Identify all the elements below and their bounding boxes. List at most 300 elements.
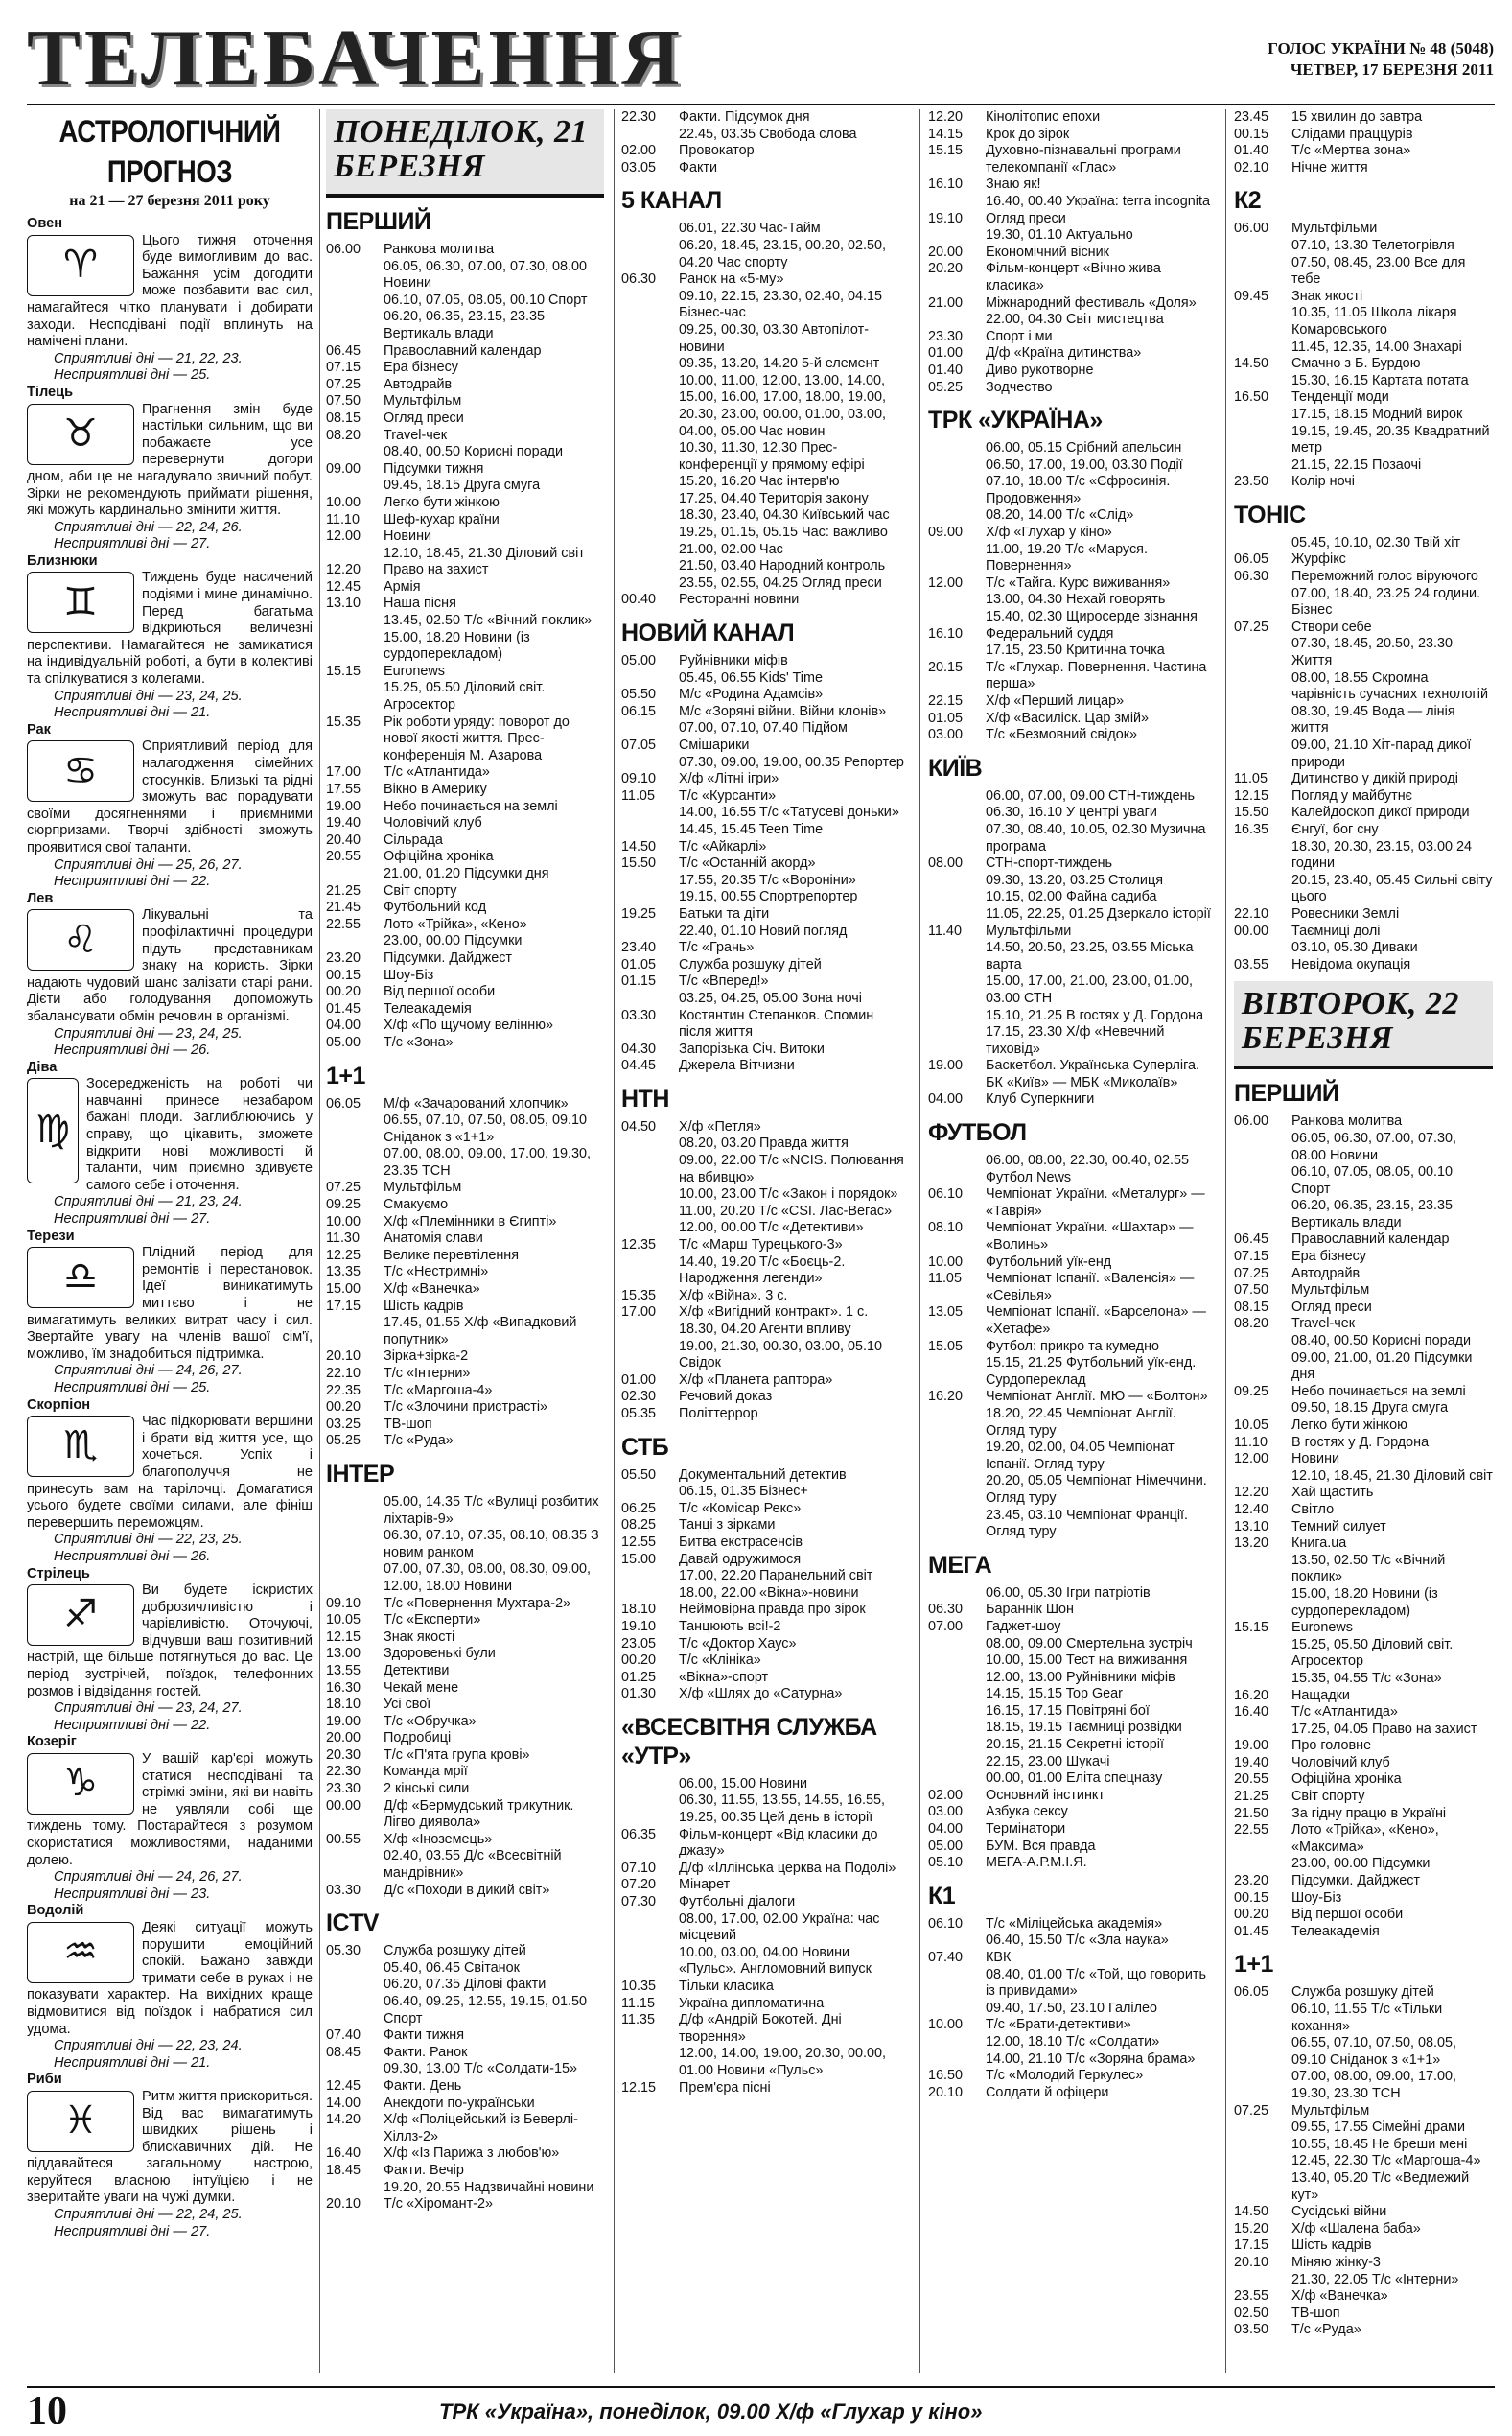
program-title: Калейдоскоп дикої природи (1291, 805, 1470, 821)
program-time: 07.10 (621, 1860, 657, 1876)
program-time: 22.35 (326, 1382, 361, 1398)
program-row (1234, 1586, 1493, 1620)
program-row (621, 2046, 909, 2079)
program-title: 17.25, 04.05 Право на захист (1291, 1721, 1477, 1737)
program-title: Х/ф «Ванечка» (384, 1281, 480, 1298)
program-time: 05.50 (621, 687, 657, 703)
program-time: 15.05 (928, 1338, 964, 1354)
program-time: 01.45 (326, 1000, 361, 1017)
program-time (1234, 1350, 1291, 1384)
program-title: 10.30, 11.30, 12.30 Прес-конференції у прямому ефірі (679, 440, 865, 473)
program-title: 12.00, 18.10 Т/с «Солдати» (986, 2033, 1160, 2050)
program-row (928, 1024, 1216, 1058)
program-title: Т/с «Безмовний свідок» (986, 727, 1138, 743)
program-row (928, 1916, 1216, 1933)
program-row (928, 1508, 1216, 1541)
sign-text: Сприятливий період для налагодження сімейних стосунків. Близькі та рідні зможуть вас порадувати своїми досягненнями і приємними сюрпризами. Творчі здібності зможуть проявитися свої таланти. (27, 738, 313, 855)
program-time (928, 889, 986, 906)
program-row (326, 1764, 604, 1781)
program-row (326, 1943, 604, 1960)
program-row (326, 2163, 604, 2180)
program-row (326, 495, 604, 512)
program-row (1234, 1485, 1493, 1502)
program-time (326, 1977, 384, 1994)
program-row (621, 575, 909, 593)
program-time (326, 1994, 384, 2027)
program-title: 09.00, 21.10 Хіт-парад дикої природи (1291, 738, 1472, 770)
program-time (1234, 373, 1291, 390)
program-row (928, 924, 1216, 941)
program-row (1234, 839, 1493, 873)
program-title: Небо починається на землі (1291, 1383, 1466, 1399)
program-title: 11.00, 19.20 Т/с «Маруся. Повернення» (986, 541, 1148, 574)
program-time (621, 1945, 679, 1979)
program-time (326, 1146, 384, 1180)
program-row (1234, 1755, 1493, 1772)
program-time: 04.30 (621, 1041, 657, 1057)
program-row (621, 1861, 909, 1878)
program-title: Духовно-пізнавальні програми телекомпанії «Глас» (986, 143, 1181, 176)
program-time: 14.50 (1234, 2204, 1269, 2220)
program-row (1234, 2237, 1493, 2255)
program-title: 18.15, 19.15 Таємниці розвідки (986, 1720, 1182, 1736)
program-time (621, 1186, 679, 1204)
program-title: Битва екстрасенсів (679, 1534, 803, 1550)
program-time: 06.00 (1234, 1113, 1269, 1130)
zodiac-icon: ♓ (27, 2091, 134, 2152)
program-title: Зірка+зірка-2 (384, 1348, 469, 1365)
program-time: 09.10 (621, 771, 657, 787)
program-row (326, 1197, 604, 1214)
program-row (621, 1670, 909, 1687)
program-title: Шоу-Біз (1291, 1889, 1342, 1906)
program-row (326, 1714, 604, 1731)
program-row (928, 1703, 1216, 1721)
program-title: Огляд преси (986, 210, 1066, 226)
program-title: Батьки та діти (679, 905, 770, 922)
program-title: 15.15, 21.25 Футбольний уїк-енд. Сурдопереклад (986, 1355, 1197, 1388)
program-row (928, 2085, 1216, 2102)
program-title: Слідами праццурів (1291, 126, 1413, 142)
program-time: 20.00 (326, 1730, 361, 1746)
program-time (1234, 873, 1291, 906)
program-time: 02.50 (1234, 2305, 1269, 2321)
program-row (928, 1855, 1216, 1872)
program-title: 19.15, 00.55 Спортрепортер (679, 889, 858, 905)
program-time: 00.15 (1234, 126, 1269, 142)
program-time (1234, 1400, 1291, 1417)
program-time (1234, 457, 1291, 475)
zodiac-sign (27, 1060, 313, 1229)
program-time: 12.00 (326, 528, 361, 545)
program-time: 22.55 (1234, 1822, 1269, 1839)
program-title: 22.00, 04.30 Світ мистецтва (986, 312, 1164, 328)
program-row (1234, 1333, 1493, 1350)
program-title: 09.30, 13.00 Т/с «Солдати-15» (384, 2061, 577, 2077)
program-row (621, 687, 909, 704)
program-row (1234, 1822, 1493, 1856)
program-row (326, 664, 604, 681)
program-title: 06.05, 06.30, 07.00, 07.30, 08.00 Новини (384, 258, 588, 292)
program-title: Мультфільм (384, 1180, 462, 1196)
program-time (621, 440, 679, 474)
program-time: 05.25 (928, 379, 964, 395)
program-row (1234, 1198, 1493, 1231)
program-row (326, 1646, 604, 1663)
sign-name: Козеріг (27, 1734, 77, 1750)
program-row (1234, 2306, 1493, 2323)
program-row (326, 1348, 604, 1366)
program-title: Руйнівники міфів (679, 653, 788, 669)
program-time: 07.30 (621, 1894, 657, 1910)
program-title: Шість кадрів (384, 1298, 464, 1314)
zodiac-sign (27, 1229, 313, 1397)
program-title: М/ф «Зачарований хлопчик» (384, 1095, 569, 1112)
program-row (326, 1248, 604, 1265)
favorable-days: Сприятливі дні — 22, 24, 25. (54, 2207, 243, 2223)
program-row (1234, 906, 1493, 924)
program-time: 05.50 (621, 1466, 657, 1483)
program-time (928, 973, 986, 1007)
program-time: 01.00 (928, 345, 964, 362)
program-time (1234, 2002, 1291, 2035)
program-time: 12.20 (326, 562, 361, 578)
program-row (621, 271, 909, 289)
program-title: 19.15, 19.45, 20.35 Квадратний метр (1291, 423, 1490, 457)
program-title: Переможний голос віруючого (1291, 569, 1478, 585)
program-time: 01.00 (621, 1371, 657, 1388)
program-title: Шеф-кухар країни (384, 511, 500, 527)
schedule-list-4 (928, 109, 1216, 2101)
program-row (326, 343, 604, 361)
program-title: 17.25, 04.40 Територія закону (679, 490, 869, 506)
program-title: Т/с «Клініка» (679, 1652, 761, 1669)
program-row (621, 1153, 909, 1186)
program-row (326, 1366, 604, 1383)
program-row (326, 782, 604, 799)
program-row (1234, 1316, 1493, 1333)
program-title: Таємниці долі (1291, 923, 1381, 939)
program-time: 15.00 (621, 1551, 657, 1567)
program-row (621, 440, 909, 474)
program-time (1234, 535, 1291, 552)
program-row (928, 1652, 1216, 1670)
program-time: 01.05 (621, 956, 657, 972)
program-title: 15.35, 04.55 Т/с «Зона» (1291, 1670, 1442, 1686)
zodiac-sign (27, 2072, 313, 2240)
program-row (928, 1091, 1216, 1109)
program-title: Т/с «Зона» (384, 1034, 454, 1050)
program-row (326, 2027, 604, 2045)
program-time (928, 1670, 986, 1687)
program-title: 07.00, 08.00, 09.00, 17.00, 19.30, 23.35 ТСН (384, 1146, 592, 1179)
program-title: Чемпіонат Іспанії. «Барселона» — «Хетафе» (986, 1304, 1206, 1337)
program-time: 04.00 (326, 1018, 361, 1034)
program-row (928, 1153, 1216, 1186)
sign-text: Зосередженість на роботі чи навчанні принесе незабаром бажані плоди. Заглиблюючись у справу, що цікавить, зможете відкрити нові можливості й таланти, чим приємно здивуєте самого себе і оточення. (86, 1076, 313, 1193)
favorable-days: Сприятливі дні — 22, 23, 24. (54, 2038, 243, 2054)
program-time: 02.30 (621, 1389, 657, 1405)
program-time: 08.20 (1234, 1316, 1269, 1332)
program-time (326, 478, 384, 495)
favorable-days: Сприятливі дні — 25, 26, 27. (54, 856, 243, 873)
program-time (1234, 1671, 1291, 1688)
program-title: Мультфільм (1291, 1282, 1370, 1299)
program-time (928, 609, 986, 626)
program-time: 16.50 (1234, 389, 1269, 406)
program-row (621, 805, 909, 822)
program-title: Факти. День (384, 2077, 462, 2094)
program-row (326, 2112, 604, 2145)
channel-name: К1 (928, 1882, 956, 1909)
program-row (928, 507, 1216, 525)
program-title: Факти. Вечір (384, 2162, 464, 2178)
program-row (928, 660, 1216, 693)
program-row (1234, 569, 1493, 586)
program-title: 21.00, 01.20 Підсумки дня (384, 865, 549, 881)
program-time: 12.55 (621, 1534, 657, 1550)
program-row (928, 1788, 1216, 1805)
program-time (621, 289, 679, 322)
program-title: Ресторанні новини (679, 592, 800, 608)
program-time (621, 1484, 679, 1501)
program-title: Єнгуї, бог сну (1291, 821, 1379, 837)
program-time (621, 1585, 679, 1603)
program-time: 05.00 (621, 653, 657, 669)
program-row (621, 1322, 909, 1339)
program-time: 08.45 (326, 2044, 361, 2060)
program-row (326, 2145, 604, 2163)
program-title: Т/с «П'ята група крові» (384, 1746, 530, 1763)
program-time: 08.25 (621, 1517, 657, 1534)
program-row (1234, 2002, 1493, 2035)
program-time: 07.25 (326, 376, 361, 392)
program-row (928, 474, 1216, 507)
channel-name: 1+1 (326, 1062, 365, 1089)
program-row (621, 1652, 909, 1670)
program-row (928, 194, 1216, 211)
program-time: 00.40 (621, 592, 657, 608)
program-title: 10.00, 23.00 Т/с «Закон і порядок» (679, 1186, 898, 1203)
program-title: 14.50, 20.50, 23.25, 03.55 Міська варта (986, 940, 1194, 972)
program-time: 23.05 (621, 1635, 657, 1651)
program-row (1234, 1400, 1493, 1417)
program-title: Х/ф «Війна». 3 с. (679, 1287, 788, 1303)
channel-name: ПЕРШИЙ (1234, 1080, 1339, 1108)
program-row (928, 2068, 1216, 2085)
program-title: 09.45, 18.15 Друга смуга (384, 478, 541, 494)
zodiac-icon: ♐ (27, 1584, 134, 1646)
program-title: 14.45, 15.45 Teen Time (679, 821, 824, 837)
program-title: 17.15, 23.30 Х/ф «Невечний тиховід» (986, 1024, 1165, 1057)
program-row (326, 293, 604, 310)
program-title: Т/с «Експерти» (384, 1612, 481, 1628)
program-title: Д/ф «Бермудський трикутник. Лігво диявола» (384, 1797, 574, 1831)
zodiac-icon: ♋ (27, 740, 134, 802)
top-rule (27, 104, 1495, 105)
program-row (1234, 738, 1493, 771)
program-title: 09.40, 17.50, 23.10 Галілео (986, 2000, 1158, 2016)
program-title: 06.50, 17.00, 19.00, 03.30 Події (986, 457, 1183, 473)
program-title: Гаджет-шоу (986, 1618, 1061, 1634)
program-time: 01.45 (1234, 1923, 1269, 1939)
program-row (1234, 1856, 1493, 1873)
program-row (326, 1264, 604, 1281)
program-time (928, 1585, 986, 1603)
program-row (928, 1821, 1216, 1839)
astro-title-1: АСТРОЛОГІЧНИЙ (58, 114, 281, 149)
program-row (1234, 127, 1493, 144)
program-time: 06.05 (1234, 551, 1269, 568)
program-time: 19.40 (326, 815, 361, 832)
program-title: 13.40, 05.20 Т/с «Ведмежий кут» (1291, 2169, 1470, 2203)
program-row (1234, 1519, 1493, 1536)
program-time (326, 259, 384, 293)
program-time: 11.30 (326, 1230, 360, 1247)
program-time (928, 440, 986, 457)
program-time: 07.15 (1234, 1249, 1269, 1265)
program-title: 06.00, 08.00, 22.30, 00.40, 02.55 Футбол News (986, 1153, 1190, 1185)
program-title: Клуб Суперкниги (986, 1091, 1095, 1108)
program-title: Знаю як! (986, 176, 1041, 193)
program-time: 15.15 (928, 143, 964, 159)
program-time: 11.10 (326, 511, 360, 527)
program-row (1234, 788, 1493, 806)
program-title: Прем'єра пісні (679, 2079, 771, 2096)
program-title: Ранкова молитва (1291, 1113, 1403, 1130)
channel-name: НТН (621, 1085, 669, 1113)
program-row (326, 714, 604, 765)
program-time (621, 575, 679, 593)
program-time (326, 1848, 384, 1882)
program-time (621, 1568, 679, 1585)
program-row (1234, 551, 1493, 569)
section-title: ТЕЛЕБАЧЕННЯ (27, 13, 684, 103)
program-time: 11.05 (1234, 771, 1268, 787)
program-time: 13.10 (326, 596, 361, 612)
program-time: 20.30 (326, 1746, 361, 1763)
program-time: 03.55 (1234, 956, 1269, 972)
sign-name: Діва (27, 1059, 58, 1075)
program-row (621, 1042, 909, 1059)
program-row (1234, 2288, 1493, 2306)
astro-title-2: ПРОГНОЗ (106, 154, 233, 189)
program-title: Факти. Ранок (384, 2044, 468, 2060)
program-time: 11.35 (621, 2012, 655, 2028)
program-row (928, 1008, 1216, 1025)
program-row (1234, 1350, 1493, 1384)
program-title: 18.00, 22.00 «Вікна»-новини (679, 1584, 859, 1601)
program-time: 20.55 (326, 849, 361, 865)
program-time (621, 1153, 679, 1186)
program-row (326, 950, 604, 968)
program-row (326, 546, 604, 563)
program-row (621, 1894, 909, 1911)
program-title: Т/с «Курсанти» (679, 787, 777, 804)
program-title: 07.00, 08.00, 09.00, 17.00, 19.30, 23.30 ТСН (1291, 2069, 1457, 2101)
program-time (928, 1473, 986, 1507)
program-title: Колір ночі (1291, 474, 1355, 490)
program-row (928, 380, 1216, 397)
program-title: Світ спорту (1291, 1789, 1365, 1805)
program-time (326, 613, 384, 630)
program-row (928, 261, 1216, 294)
program-row (928, 127, 1216, 144)
program-row (326, 680, 604, 714)
program-row (326, 1596, 604, 1613)
program-row (621, 474, 909, 491)
program-row (326, 1848, 604, 1882)
program-time: 06.00 (326, 242, 361, 257)
program-time (1234, 2170, 1291, 2204)
program-title: МЕГА-А.Р.М.І.Я. (986, 1855, 1087, 1871)
program-title: 07.30, 09.00, 19.00, 00.35 Репортер (679, 754, 904, 770)
program-time: 13.35 (326, 1264, 361, 1280)
program-title: Факти тижня (384, 2027, 465, 2044)
sign-name: Риби (27, 2072, 62, 2088)
program-title: Факти (679, 159, 718, 176)
program-row (1234, 1738, 1493, 1755)
program-title: Чекай мене (384, 1679, 459, 1696)
program-row (928, 109, 1216, 127)
program-row (928, 1670, 1216, 1687)
program-time: 15.35 (621, 1287, 657, 1303)
program-title: Нічне життя (1291, 159, 1368, 176)
program-time: 01.40 (928, 362, 964, 378)
program-time: 06.00 (1234, 221, 1269, 237)
program-title: Х/ф «Василіск. Цар змій» (986, 710, 1150, 726)
program-title: 11.45, 12.35, 14.00 Знахарі (1291, 339, 1462, 355)
program-row (1234, 1688, 1493, 1705)
program-title: Міняю жінку-3 (1291, 2254, 1381, 2270)
program-title: Економічний вісник (986, 244, 1109, 260)
program-time: 23.45 (1234, 109, 1269, 125)
program-row (928, 211, 1216, 228)
program-time (326, 2180, 384, 2197)
program-row (928, 1304, 1216, 1338)
program-title: 18.30, 23.40, 04.30 Київський час (679, 507, 890, 524)
program-row (928, 1950, 1216, 1967)
program-title: Т/с «Руда» (1291, 2322, 1361, 2338)
program-title: 08.00, 18.55 Скромна чарівність сучасних технологій (1291, 669, 1489, 703)
program-row (621, 1136, 909, 1153)
sign-text: Деякі ситуації можуть порушити емоційний спокій. Бажано завжди тримати себе в руках і не показувати характер. На вихідних краще відмовитися від поїздок і набратися сил удома. (27, 1919, 313, 2037)
unfavorable-days: Несприятливі дні — 25. (54, 1379, 211, 1395)
program-row (326, 1561, 604, 1595)
program-time (928, 227, 986, 245)
program-title: Джерела Вітчизни (679, 1058, 795, 1074)
program-time: 22.30 (326, 1764, 361, 1780)
program-time (928, 940, 986, 973)
program-title: М/с «Родина Адамсів» (679, 687, 824, 703)
program-row (621, 1339, 909, 1372)
program-time: 23.30 (326, 1781, 361, 1797)
program-time: 06.35 (621, 1826, 657, 1842)
program-row (621, 1389, 909, 1406)
program-title: Т/с «Хіромант-2» (384, 2196, 494, 2213)
program-row (621, 1119, 909, 1136)
program-title: Х/ф «Вигідний контракт». 1 с. (679, 1304, 869, 1321)
program-row (326, 1315, 604, 1348)
program-title: Футбольний уїк-енд (986, 1253, 1112, 1270)
program-title: 05.45, 10.10, 02.30 Твій хіт (1291, 534, 1461, 550)
zodiac-sign (27, 891, 313, 1060)
program-time: 16.40 (1234, 1704, 1269, 1721)
program-title: Д/с «Походи в дикий світ» (384, 1882, 550, 1898)
program-row (928, 295, 1216, 313)
program-time (621, 924, 679, 941)
program-title: Ровесники Землі (1291, 905, 1400, 922)
